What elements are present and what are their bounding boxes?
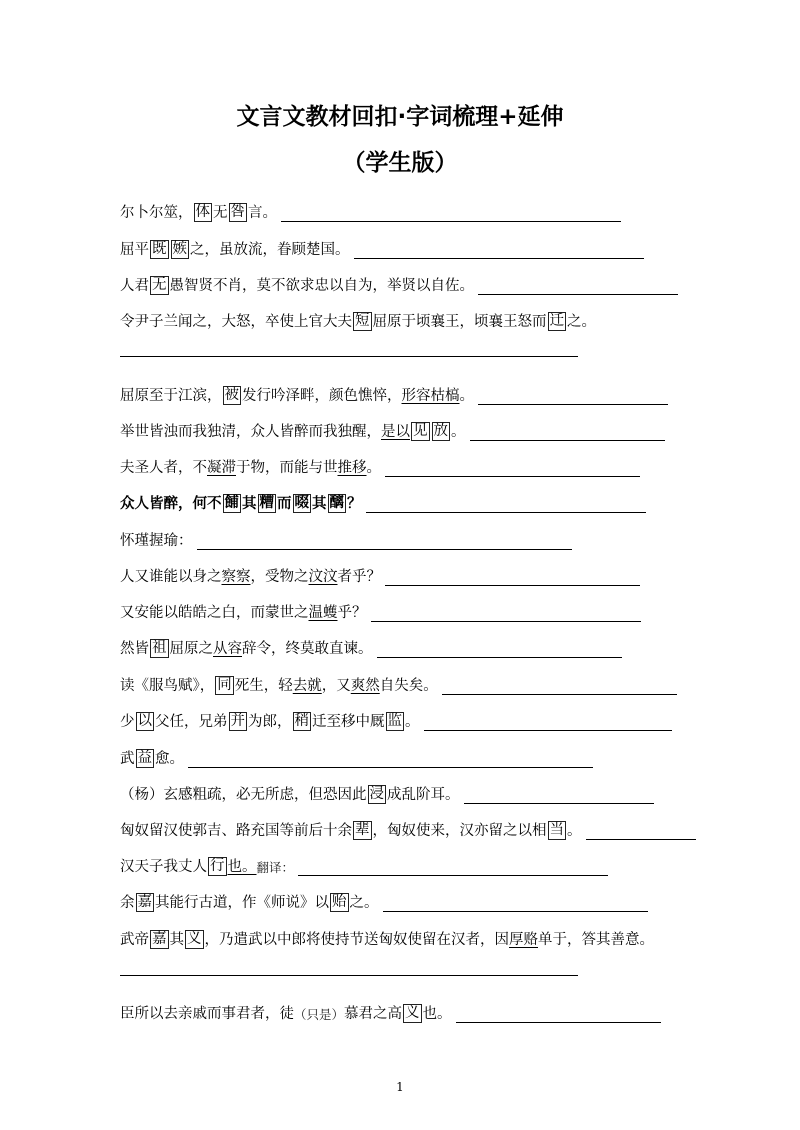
underlined-keyword: 察察 xyxy=(221,569,251,585)
answer-blank[interactable] xyxy=(424,716,672,731)
text-segment: 夫圣人者，不 xyxy=(120,460,207,476)
answer-blank[interactable] xyxy=(188,753,593,768)
text-segment: 少 xyxy=(120,714,135,730)
text-segment: ，受物之 xyxy=(250,569,309,585)
text-segment: 汉天子我丈人 xyxy=(120,859,207,875)
exercise-line xyxy=(120,237,644,259)
exercise-line xyxy=(120,636,622,658)
text-segment: 迁至移中厩 xyxy=(312,714,385,730)
text-segment: ，乃遣武以中郎将使持节送匈奴使留在汉者，因 xyxy=(204,932,509,948)
text-segment: 屈原之 xyxy=(169,641,213,657)
boxed-keyword: 以 xyxy=(137,713,152,729)
boxed-keyword: 放 xyxy=(433,423,448,439)
exercise-line xyxy=(120,455,640,477)
underlined-keyword: 凝滞 xyxy=(207,460,236,476)
boxed-keyword: 被 xyxy=(224,387,239,403)
exercise-line xyxy=(120,200,621,222)
page-number: 1 xyxy=(396,1080,404,1094)
boxed-keyword: 糟 xyxy=(259,495,274,511)
boxed-keyword: 行 xyxy=(210,858,225,874)
boxed-keyword: 嫉 xyxy=(172,241,187,257)
exercise-line xyxy=(120,491,646,513)
boxed-keyword: 益 xyxy=(137,750,152,766)
text-segment: 。 xyxy=(567,823,582,839)
boxed-keyword: 浸 xyxy=(369,786,384,802)
text-segment: 。 xyxy=(366,460,381,476)
page-subtitle: （学生版） xyxy=(342,150,458,176)
text-segment: 屈平 xyxy=(120,242,149,258)
text-segment: 发行吟泽畔，颜色憔悴， xyxy=(242,388,402,404)
text-segment: 自失矣。 xyxy=(379,678,438,694)
boxed-keyword: 义 xyxy=(187,931,202,947)
boxed-keyword: 监 xyxy=(387,713,402,729)
exercise-line xyxy=(120,564,640,586)
answer-blank[interactable] xyxy=(478,390,668,405)
text-segment: 为郎， xyxy=(248,714,292,730)
note-text: 翻译： xyxy=(256,860,295,875)
answer-blank[interactable] xyxy=(366,498,646,513)
text-segment: 然皆 xyxy=(120,641,149,657)
answer-blank[interactable] xyxy=(383,897,648,912)
answer-blank[interactable] xyxy=(478,280,678,295)
text-segment: 匈奴留汉使郭吉、路充国等前后十余 xyxy=(120,823,352,839)
text-segment: 人君 xyxy=(120,278,149,294)
exercise-line xyxy=(120,782,654,804)
text-segment: 尔卜尔筮， xyxy=(120,205,193,221)
exercise-line xyxy=(120,600,641,622)
text-segment: 。 xyxy=(405,714,420,730)
boxed-keyword: 见 xyxy=(413,423,428,439)
boxed-keyword: 当 xyxy=(549,822,564,838)
text-segment: ，匈奴使来，汉亦留之以相 xyxy=(372,823,547,839)
answer-blank[interactable] xyxy=(442,680,677,695)
boxed-keyword: 稍 xyxy=(294,713,309,729)
exercise-line xyxy=(120,818,696,840)
text-segment: （杨）玄感粗疏，必无所虑，但恐因此 xyxy=(120,787,367,803)
answer-blank[interactable] xyxy=(456,1008,661,1023)
underlined-keyword: 温蠖 xyxy=(308,605,338,621)
underlined-keyword: 是以 xyxy=(381,424,410,440)
answer-blank-line xyxy=(120,975,578,976)
answer-blank[interactable] xyxy=(385,462,640,477)
text-segment: 。 xyxy=(451,424,466,440)
exercise-line xyxy=(120,890,648,912)
answer-blank[interactable] xyxy=(464,789,654,804)
boxed-keyword: 辈 xyxy=(355,822,370,838)
text-segment: 也。 xyxy=(422,1006,452,1022)
answer-blank[interactable] xyxy=(371,607,641,622)
text-segment: ，又 xyxy=(321,678,351,694)
text-segment: 读《服鸟赋》， xyxy=(120,678,215,694)
text-segment: 令尹子兰闻之，大怒，卒使上官大夫 xyxy=(120,314,352,330)
underlined-keyword: 枯槁 xyxy=(430,388,460,404)
answer-blank[interactable] xyxy=(298,861,608,876)
boxed-keyword: 无 xyxy=(152,277,167,293)
boxed-keyword: 贻 xyxy=(332,894,347,910)
exercise-line xyxy=(120,419,665,441)
answer-blank[interactable] xyxy=(470,426,665,441)
text-segment: 之。 xyxy=(349,895,379,911)
answer-blank[interactable] xyxy=(377,643,622,658)
text-segment: 屈原至于江滨， xyxy=(120,388,222,404)
boxed-keyword: 体 xyxy=(195,204,210,220)
exercise-line xyxy=(120,927,654,949)
text-segment: 单于，答其善意。 xyxy=(538,932,654,948)
text-segment: 之，虽放流，眷顾楚国。 xyxy=(190,242,350,258)
text-segment: 辞令，终莫敢直谏。 xyxy=(242,641,373,657)
exercise-line xyxy=(120,383,668,405)
exercise-line xyxy=(120,309,596,331)
text-segment: 者乎？ xyxy=(337,569,381,585)
text-segment: 。 xyxy=(459,388,474,404)
answer-blank[interactable] xyxy=(281,207,621,222)
boxed-keyword: 短 xyxy=(355,313,370,329)
text-segment: 臣所以去亲戚而事君者，徒 xyxy=(120,1006,294,1022)
text-segment: 其能行古道，作《师说》以 xyxy=(155,895,329,911)
text-segment: 成乱阶耳。 xyxy=(387,787,460,803)
text-segment: 父任，兄弟 xyxy=(155,714,228,730)
underlined-keyword: 去就 xyxy=(292,678,322,694)
exercise-line xyxy=(120,673,677,695)
text-segment: 其 xyxy=(169,932,184,948)
text-segment: 其 xyxy=(312,496,327,512)
text-segment: 武帝 xyxy=(120,932,149,948)
boxed-keyword: 咎 xyxy=(230,204,245,220)
boxed-keyword: 嘉 xyxy=(137,894,152,910)
text-segment: 乎？ xyxy=(337,605,367,621)
exercise-line xyxy=(120,746,593,768)
answer-blank[interactable] xyxy=(385,571,640,586)
text-segment: 其 xyxy=(242,496,257,512)
text-segment: 人又谁能以身之 xyxy=(120,569,222,585)
answer-blank[interactable] xyxy=(586,825,696,840)
text-segment: ？ xyxy=(347,496,362,512)
boxed-keyword: 既 xyxy=(152,241,167,257)
boxed-keyword: 迁 xyxy=(549,313,564,329)
text-segment: 之。 xyxy=(567,314,596,330)
exercise-line xyxy=(120,528,572,550)
underlined-keyword: 推移 xyxy=(337,460,367,476)
text-segment: 又安能以皓皓之白，而蒙世之 xyxy=(120,605,309,621)
underlined-keyword: 厚赂 xyxy=(509,932,538,948)
underlined-keyword: 从容 xyxy=(213,641,242,657)
text-segment: 愈。 xyxy=(155,751,184,767)
underlined-keyword: 汶汶 xyxy=(308,569,338,585)
text-segment: 余 xyxy=(120,895,135,911)
text-segment: 众人皆醉，何不 xyxy=(120,496,222,512)
page-title: 文言文教材回扣·字词梳理+延伸 xyxy=(236,104,564,130)
answer-blank[interactable] xyxy=(354,244,644,259)
note-text: （只是） xyxy=(294,1007,345,1022)
boxed-keyword: 啜 xyxy=(294,495,309,511)
text-segment: 死生，轻 xyxy=(234,678,293,694)
text-segment: 于物，而能与世 xyxy=(236,460,338,476)
boxed-keyword: 餔 xyxy=(224,495,239,511)
boxed-keyword: 醨 xyxy=(329,495,344,511)
text-segment: 怀瑾握瑜： xyxy=(120,533,193,549)
text-segment: 武 xyxy=(120,751,135,767)
boxed-keyword: 义 xyxy=(405,1005,420,1021)
text-segment: 而 xyxy=(277,496,292,512)
text-segment: 言。 xyxy=(248,205,277,221)
boxed-keyword: 祖 xyxy=(152,640,167,656)
boxed-keyword: 嘉 xyxy=(152,931,167,947)
exercise-line xyxy=(120,854,608,876)
exercise-line xyxy=(120,709,672,731)
underlined-keyword: 也。 xyxy=(227,859,257,875)
text-segment: 屈原于顷襄王，顷襄王怒而 xyxy=(372,314,547,330)
text-segment: 慕君之高 xyxy=(344,1006,403,1022)
underlined-keyword: 形容 xyxy=(401,388,431,404)
exercise-line xyxy=(120,1001,661,1023)
text-segment: 无 xyxy=(213,205,228,221)
boxed-keyword: 同 xyxy=(217,677,232,693)
text-segment: 愚智贤不肖，莫不欲求忠以自为，举贤以自佐。 xyxy=(169,278,474,294)
answer-blank[interactable] xyxy=(197,535,572,550)
text-segment: 举世皆浊而我独清，众人皆醉而我独醒， xyxy=(120,424,381,440)
exercise-line xyxy=(120,273,678,295)
underlined-keyword: 爽然 xyxy=(350,678,380,694)
answer-blank-line xyxy=(120,356,578,357)
boxed-keyword: 并 xyxy=(230,713,245,729)
